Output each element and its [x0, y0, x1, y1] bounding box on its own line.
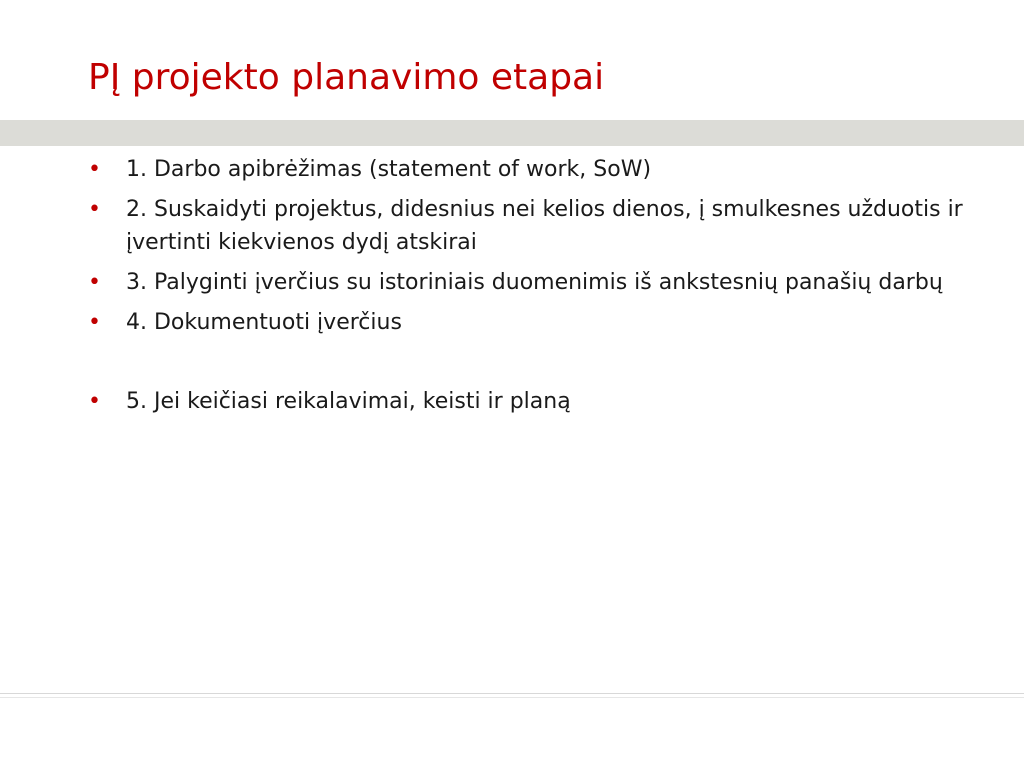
bullet-item-2 — [88, 193, 988, 259]
title-divider-band — [0, 120, 1024, 146]
bullet-text: 2. Suskaidyti projektus, didesnius nei kelios dienos, į smulkesnes užduotis ir įvertinti kiekvienos dydį atskirai — [126, 197, 963, 255]
bullet-text: 1. Darbo apibrėžimas (statement of work, SoW) — [126, 157, 652, 182]
bullet-dot-icon: • — [88, 157, 101, 182]
bullet-dot-icon: • — [88, 389, 101, 414]
footer-divider — [0, 697, 1024, 698]
bullet-list — [88, 153, 988, 425]
footer-divider — [0, 693, 1024, 694]
bullet-item-5 — [88, 385, 988, 418]
bullet-text: 4. Dokumentuoti įverčius — [126, 310, 402, 335]
bullet-item-3 — [88, 266, 988, 299]
bullet-item-4 — [88, 306, 988, 339]
bullet-dot-icon: • — [88, 197, 101, 222]
bullet-text: 3. Palyginti įverčius su istoriniais duomenimis iš ankstesnių panašių darbų — [126, 270, 943, 295]
bullet-dot-icon: • — [88, 310, 101, 335]
bullet-dot-icon: • — [88, 270, 101, 295]
bullet-text: 5. Jei keičiasi reikalavimai, keisti ir planą — [126, 389, 571, 414]
bullet-item-1 — [88, 153, 988, 186]
slide-title: PĮ projekto planavimo etapai — [88, 57, 605, 98]
